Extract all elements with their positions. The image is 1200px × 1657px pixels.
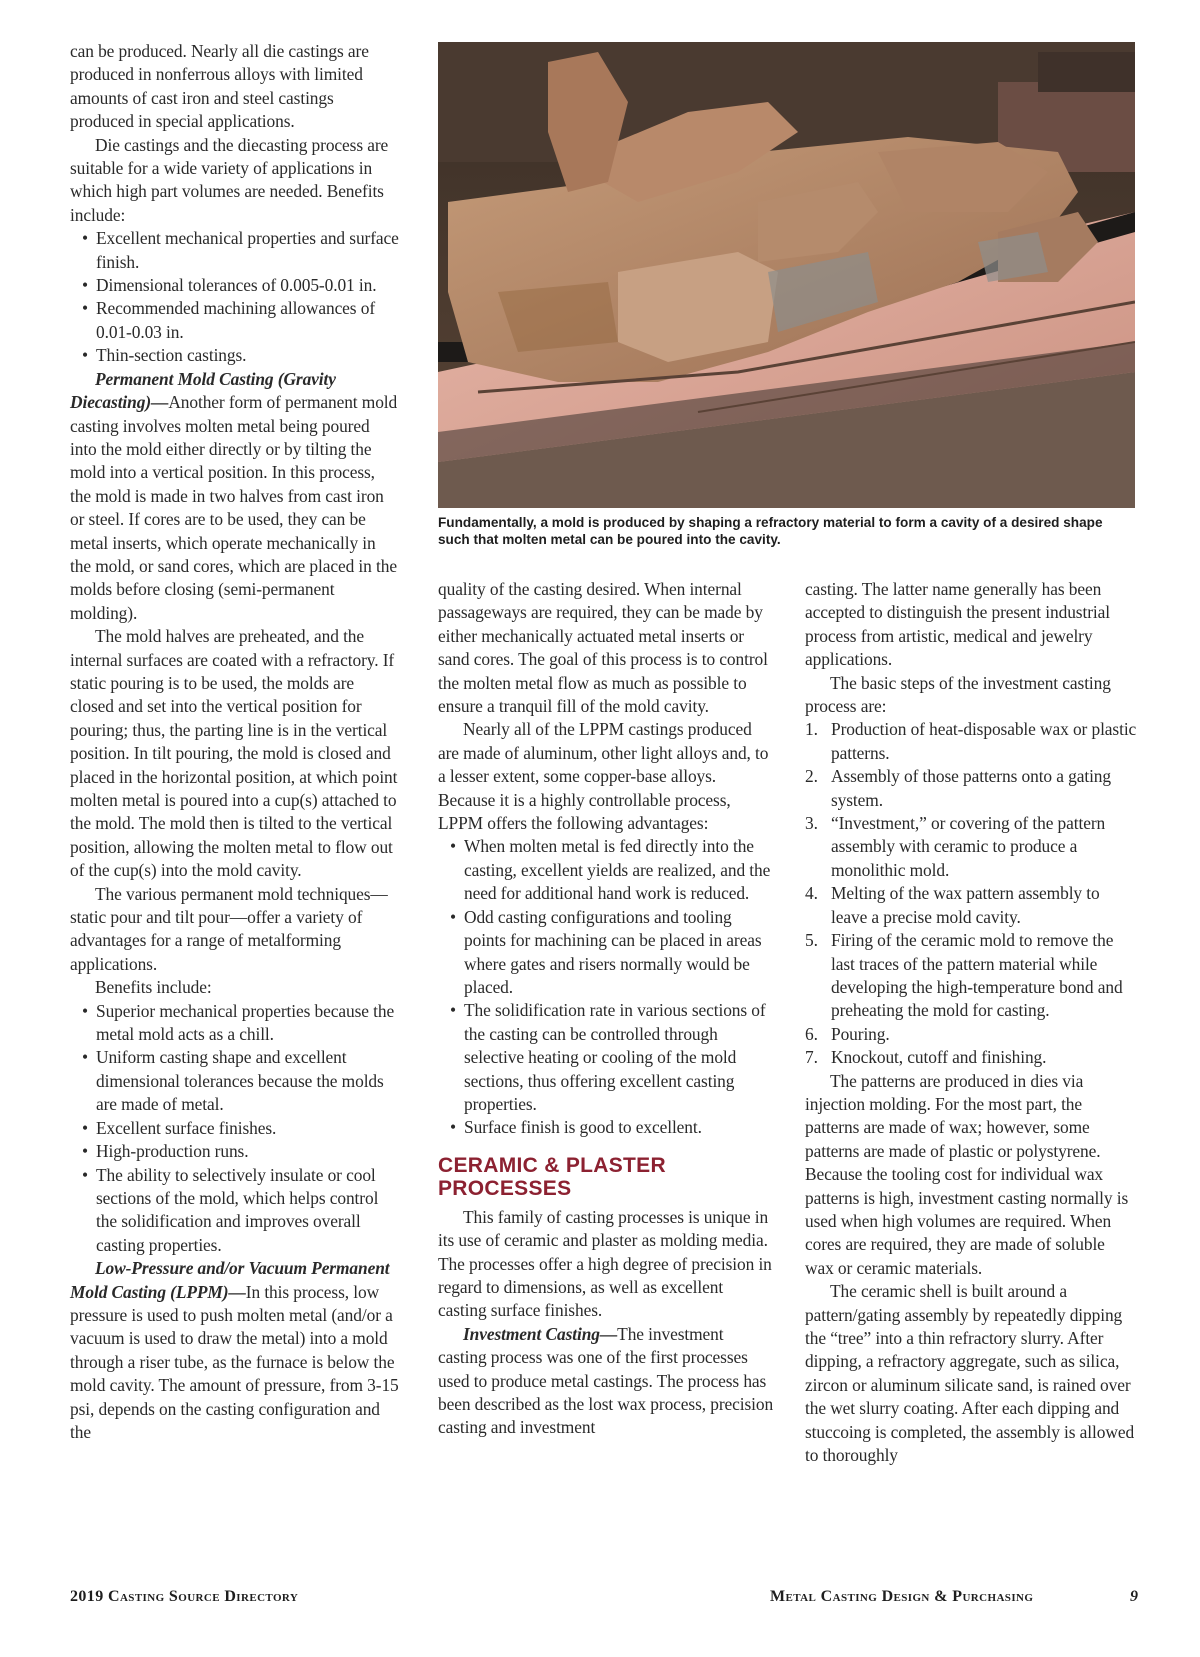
list-item: • Excellent mechanical properties and surface finish. [82, 228, 399, 272]
numbered-step: 1. Production of heat-disposable wax or plastic patterns. [805, 719, 1137, 763]
paragraph: Die castings and the diecasting process are suitable for a wide variety of applications in which high part volumes are needed. Benefits include: [70, 134, 389, 225]
text-column-3 [805, 578, 1137, 1467]
list-item: • Uniform casting shape and excellent dimensional tolerances because the molds are made of metal. [82, 1047, 384, 1115]
list-item: • Odd casting configurations and tooling points for machining can be placed in areas where gates and risers normally would be placed. [450, 906, 762, 997]
paragraph: The various permanent mold techniques—static pour and tilt pour—offer a variety of advantages for a range of metalforming applications. [70, 883, 388, 974]
list-item: • Thin-section castings. [82, 345, 247, 366]
page-number: 9 [1130, 1588, 1139, 1605]
list-item: • The solidification rate in various sections of the casting can be controlled through selective heating or cooling of the mold sections, thus offering excellent casting properties. [450, 1000, 766, 1114]
sand-mold-illustration [438, 42, 1135, 508]
numbered-step: 7. Knockout, cutoff and finishing. [805, 1047, 1047, 1068]
paragraph: The patterns are produced in dies via injection molding. For the most part, the patterns are made of wax; however, some patterns are made of plastic or polystyrene. Because the tooling cost for individual wax patterns is high, investment casting normally is used when high volumes are required. When cores are required, they are made of soluble wax or ceramic materials. [805, 1070, 1129, 1278]
list-item: • Excellent surface finishes. [82, 1117, 277, 1138]
paragraph: casting. The latter name generally has been accepted to distinguish the present industrial process from artistic, medical and jewelry applications. [805, 579, 1110, 670]
list-item: • Dimensional tolerances of 0.005-0.01 in. [82, 275, 377, 296]
footer-publication: 2019 Casting Source Directory [70, 1588, 299, 1605]
paragraph: Benefits include: [95, 977, 212, 998]
paragraph: quality of the casting desired. When internal passageways are required, they can be made by either mechanically actuated metal inserts or sand cores. The goal of this process is to control the molten metal flow as much as possible to ensure a tranquil fill of the mold cavity. [438, 579, 768, 717]
paragraph: The ceramic shell is built around a pattern/gating assembly by repeatedly dipping the “tree” into a thin refractory slurry. After dipping, a refractory aggregate, such as silica, zircon or aluminum silicate sand, is rained over the wet slurry coating. After each dipping and stuccoing is completed, the assembly is allowed to thoroughly [805, 1281, 1135, 1466]
mold-photo [438, 42, 1135, 508]
list-item: • Surface finish is good to excellent. [450, 1117, 702, 1138]
photo-caption: Fundamentally, a mold is produced by shaping a refractory material to form a cavity of a desired shape such that molten metal can be poured into the cavity. [438, 515, 1103, 547]
numbered-step: 5. Firing of the ceramic mold to remove the last traces of the pattern material while developing the high-temperature bond and preheating the mold for casting. [805, 930, 1123, 1021]
list-item: • Superior mechanical properties because the metal mold acts as a chill. [82, 1000, 395, 1045]
run-in-heading: Permanent Mold Casting (Gravity Diecasting)— [70, 368, 336, 413]
section-heading: CERAMIC & PLASTER PROCESSES [438, 1153, 666, 1200]
paragraph: can be produced. Nearly all die castings are produced in nonferrous alloys with limited amounts of cast iron and steel castings produced in special applications. [70, 41, 369, 132]
list-item: • The ability to selectively insulate or cool sections of the mold, which helps control the solidification and improves overall casting properties. [82, 1164, 379, 1255]
list-item: • High-production runs. [82, 1141, 249, 1162]
run-in-heading: Low-Pressure and/or Vacuum Permanent Mold Casting (LPPM)— [70, 1258, 390, 1302]
paragraph: Low-Pressure and/or Vacuum Permanent Mold Casting (LPPM)—In this process, low pressure is used to push molten metal (and/or a vacuum is used to draw the metal) into a mold through a riser tube, as the furnace is below the mold cavity. The amount of pressure, from 3-15 psi, depends on the casting configuration and the [70, 1258, 399, 1442]
paragraph: Nearly all of the LPPM castings produced are made of aluminum, other light alloys and, to a lesser extent, some copper-base alloys. Because it is a highly controllable process, LPPM offers the following advantages: [438, 719, 769, 834]
footer-magazine: Metal Casting Design & Purchasing [770, 1588, 1034, 1605]
paragraph: Investment Casting—The investment casting process was one of the first processes used to produce metal castings. The process has been described as the lost wax process, precision casting and investment [438, 1323, 774, 1438]
numbered-step: 4. Melting of the wax pattern assembly to leave a precise mold cavity. [805, 883, 1100, 927]
numbered-step: 6. Pouring. [805, 1023, 890, 1044]
numbered-step: 3. “Investment,” or covering of the pattern assembly with ceramic to produce a monolithic mold. [805, 813, 1106, 880]
list-item: • Recommended machining allowances of 0.01-0.03 in. [82, 298, 376, 342]
list-item: • When molten metal is fed directly into the casting, excellent yields are realized, and the need for additional hand work is reduced. [450, 836, 771, 904]
paragraph: The mold halves are preheated, and the internal surfaces are coated with a refractory. If static pouring is to be used, the molds are closed and set into the vertical position for pouring; thus, the parting line is in the vertical position. In tilt pouring, the mold is closed and placed in the horizontal position, at which point molten metal is poured into a cup(s) attached to the mold. The mold then is tilted to the vertical position, allowing the molten metal to flow out of the cup(s) into the mold cavity. [70, 626, 398, 881]
paragraph: Permanent Mold Casting (Gravity Diecasting)—Another form of permanent mold casting involves molten metal being poured into the mold either directly or by tilting the mold into a vertical position. In this process, the mold is made in two halves from cast iron or steel. If cores are to be used, they can be metal inserts, which operate mechanically in the mold, or sand cores, which are placed in the molds before closing (semi-permanent molding). [70, 368, 398, 623]
numbered-step: 2. Assembly of those patterns onto a gating system. [805, 766, 1111, 810]
paragraph: This family of casting processes is unique in its use of ceramic and plaster as molding media. The processes offer a high degree of precision in regard to dimensions, as well as excellent casting surface finishes. [438, 1206, 772, 1321]
run-in-heading: Investment Casting— [463, 1323, 618, 1344]
text-column-2 [438, 578, 774, 1440]
paragraph: The basic steps of the investment casting process are: [805, 672, 1111, 717]
text-column-1 [70, 40, 400, 1444]
